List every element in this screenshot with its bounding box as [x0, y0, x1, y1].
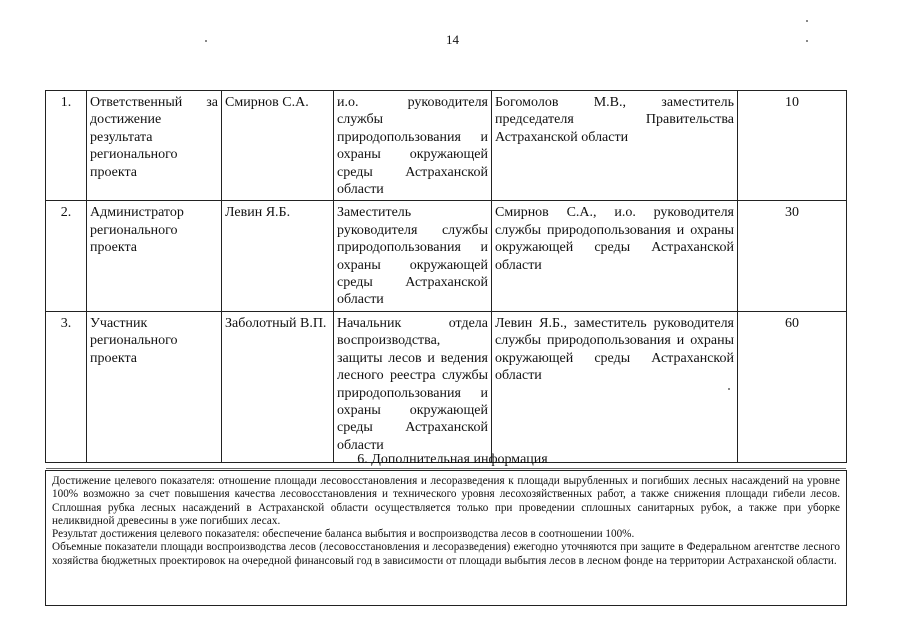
row-number: 3. [46, 311, 87, 462]
section-title: 6. Дополнительная информация [357, 452, 548, 467]
position-cell: Начальник отдела воспроизводства, защиты лесов и ведения лесного реестра службы природопользования и охраны окружающей среды Астраханской области [334, 311, 492, 462]
section-divider [46, 468, 846, 469]
page-number: 14 [446, 32, 459, 47]
info-paragraph: Достижение целевого показателя: отношение площади лесовосстановления и лесоразведения к площади вырубленных и погибших лесных насаждений на уровне 100% возможно за счет повышения качества лесовосстановления и технического уровня лесохозяйственных работ, а также снижения площади гибели лесов. Сплошная рубка лесных насаждений в Астраханской области осуществляется только при проведении сплошных санитарных рубок, а также при уборке неликвидной древесины в уже погибших лесах. [52, 475, 840, 527]
scan-speck [205, 40, 207, 42]
additional-info-box [45, 470, 847, 606]
role-cell: Ответственный за достижение результата регионального проекта [87, 91, 222, 201]
info-paragraph: Объемные показатели площади воспроизводства лесов (лесовосстановления и лесоразведения) ежегодно уточняются при защите в Федеральном агентстве лесного хозяйства бюджетных проектировок на очередной финансовый год в зависимости от площади выбытия лесов в лесном фонде на территории Астраханской области. [52, 541, 840, 567]
table-row [46, 91, 847, 201]
info-paragraph: Результат достижения целевого показателя: обеспечение баланса выбытия и воспроизводства лесов в соотношении 100%. [52, 528, 635, 541]
name-cell: Смирнов С.А. [222, 91, 334, 201]
percent-cell: 10 [738, 91, 847, 201]
supervisor-cell: Богомолов М.В., заместитель председателя Правительства Астраханской области [492, 91, 738, 201]
scan-speck [806, 20, 808, 22]
scan-speck [728, 388, 730, 390]
row-number: 1. [46, 91, 87, 201]
percent-cell: 30 [738, 201, 847, 311]
position-cell: Заместитель руководителя службы природопользования и охраны окружающей среды Астраханской области [334, 201, 492, 311]
participants-table [45, 90, 847, 463]
table-row [46, 311, 847, 462]
row-number: 2. [46, 201, 87, 311]
role-cell: Участник регионального проекта [87, 311, 222, 462]
name-cell: Заболотный В.П. [222, 311, 334, 462]
supervisor-cell: Левин Я.Б., заместитель руководителя службы природопользования и охраны окружающей среды Астраханской области [492, 311, 738, 462]
name-cell: Левин Я.Б. [222, 201, 334, 311]
scan-speck [806, 40, 808, 42]
table-row [46, 201, 847, 311]
role-cell: Администратор регионального проекта [87, 201, 222, 311]
position-cell: и.о. руководителя службы природопользования и охраны окружающей среды Астраханской области [334, 91, 492, 201]
supervisor-cell: Смирнов С.А., и.о. руководителя службы природопользования и охраны окружающей среды Астраханской области [492, 201, 738, 311]
percent-cell: 60 [738, 311, 847, 462]
